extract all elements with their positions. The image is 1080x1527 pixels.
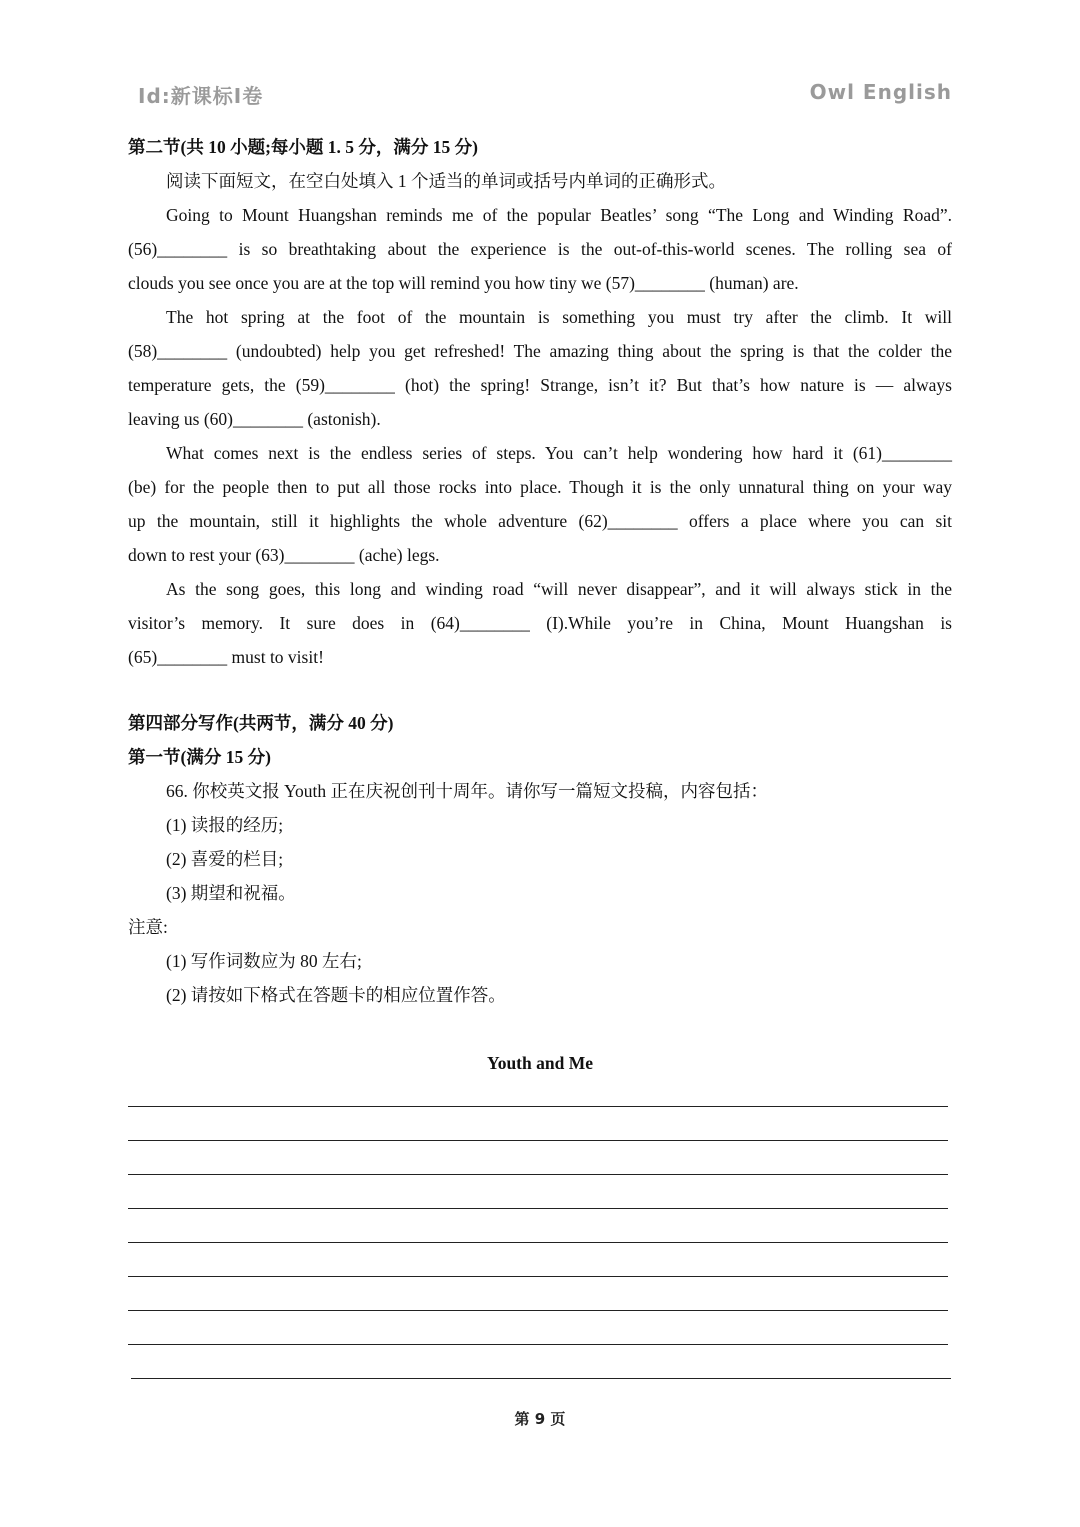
answer-line[interactable]: [128, 1310, 948, 1311]
passage-line: (be) for the people then to put all those rocks into place. Though it is the only unnatural thing on your way: [128, 477, 952, 497]
passage-line: As the song goes, this long and winding road “will never disappear”, and it will always stick in the: [166, 579, 952, 599]
note-item: (2) 请按如下格式在答题卡的相应位置作答。: [166, 985, 506, 1005]
writing-task: 66. 你校英文报 Youth 正在庆祝创刊十周年。请你写一篇短文投稿，内容包括：: [166, 781, 768, 801]
document-body: [128, 130, 952, 1012]
task-point: (1) 读报的经历;: [166, 815, 284, 835]
answer-line[interactable]: [128, 1174, 948, 1175]
note-item: (1) 写作词数应为 80 左右;: [166, 951, 362, 971]
passage-line: temperature gets, the (59)________ (hot) the spring! Strange, isn’t it? But that’s how nature is — always: [128, 375, 952, 395]
passage-line: What comes next is the endless series of steps. You can’t help wondering how hard it (61)________: [166, 443, 952, 463]
answer-line[interactable]: [128, 1276, 948, 1277]
passage-line: clouds you see once you are at the top will remind you how tiny we (57)________ (human) are.: [128, 273, 799, 293]
answer-line[interactable]: [128, 1106, 948, 1107]
answer-line[interactable]: [128, 1140, 948, 1141]
header-right-label: Owl English: [809, 80, 952, 104]
passage-line: (58)________ (undoubted) help you get refreshed! The amazing thing about the spring is that the colder the: [128, 341, 952, 361]
note-label: 注意:: [128, 917, 168, 937]
part4-heading: 第四部分写作(共两节，满分 40 分): [128, 713, 394, 733]
task-point: (3) 期望和祝福。: [166, 883, 296, 903]
passage-line: visitor’s memory. It sure does in (64)________ (I).While you’re in China, Mount Huangshan is: [128, 613, 952, 633]
task-point: (2) 喜爱的栏目;: [166, 849, 284, 869]
essay-title: Youth and Me: [487, 1053, 593, 1073]
passage-line: up the mountain, still it highlights the whole adventure (62)________ offers a place where you can sit: [128, 511, 952, 531]
passage-line: leaving us (60)________ (astonish).: [128, 409, 381, 429]
passage-line: (56)________ is so breathtaking about the experience is the out-of-this-world scenes. The rolling sea of: [128, 239, 952, 259]
section2-instruction: 阅读下面短文，在空白处填入 1 个适当的单词或括号内单词的正确形式。: [166, 171, 726, 191]
passage-line: Going to Mount Huangshan reminds me of the popular Beatles’ song “The Long and Winding Road”.: [166, 205, 952, 225]
answer-line[interactable]: [128, 1208, 948, 1209]
page-number: 第 9 页: [514, 1410, 566, 1428]
answer-line[interactable]: [131, 1378, 951, 1379]
passage-line: The hot spring at the foot of the mountain is something you must try after the climb. It will: [166, 307, 952, 327]
passage-line: (65)________ must to visit!: [128, 647, 324, 667]
part4-section1-heading: 第一节(满分 15 分): [128, 747, 271, 767]
answer-line[interactable]: [128, 1344, 948, 1345]
header-left-label: Id:新课标I卷: [138, 84, 264, 108]
answer-line[interactable]: [128, 1242, 948, 1243]
section2-heading: 第二节(共 10 小题;每小题 1. 5 分，满分 15 分): [128, 137, 478, 157]
passage-line: down to rest your (63)________ (ache) legs.: [128, 545, 440, 565]
